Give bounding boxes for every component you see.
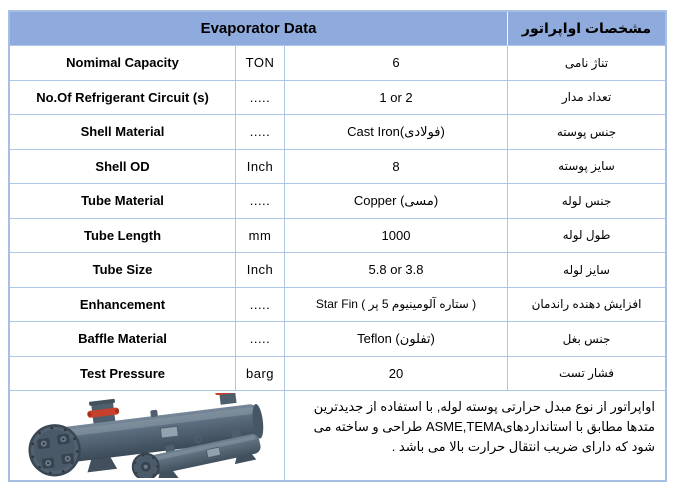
- spec-label: Shell OD: [10, 150, 236, 185]
- spec-value: 8: [285, 150, 508, 185]
- spec-label: Test Pressure: [10, 357, 236, 392]
- spec-unit: Inch: [236, 150, 285, 185]
- evaporator-spec-table: [8, 10, 667, 482]
- spec-value: Copper (مسی): [285, 184, 508, 219]
- spec-label: Baffle Material: [10, 322, 236, 357]
- spec-label-persian: تناژ نامی: [508, 46, 665, 81]
- spec-label: Nomimal Capacity: [10, 46, 236, 81]
- spec-value: 5.8 or 3.8: [285, 253, 508, 288]
- spec-value: 20: [285, 357, 508, 392]
- spec-label-persian: سایز لوله: [508, 253, 665, 288]
- spec-value: Teflon (تفلون): [285, 322, 508, 357]
- spec-unit: TON: [236, 46, 285, 81]
- spec-unit: mm: [236, 219, 285, 254]
- spec-label: No.Of Refrigerant Circuit (s): [10, 81, 236, 116]
- spec-value: Cast Iron(فولادی): [285, 115, 508, 150]
- spec-value: 1000: [285, 219, 508, 254]
- spec-unit: .....: [236, 184, 285, 219]
- spec-label-persian: جنس بغل: [508, 322, 665, 357]
- evaporator-description-persian: اواپراتور از نوع مبدل حرارتی پوسته لوله, با استفاده از جدیدترین متدها مطابق با استانداردهایASME,TEMA طراحی و ساخته می شود که دارای ضریب انتقال حرارت بالا می باشد .: [313, 399, 655, 455]
- spec-label-persian: جنس پوسته: [508, 115, 665, 150]
- spec-label-persian: جنس لوله: [508, 184, 665, 219]
- spec-label: Tube Size: [10, 253, 236, 288]
- spec-label: Shell Material: [10, 115, 236, 150]
- spec-unit: barg: [236, 357, 285, 392]
- spec-value: 6: [285, 46, 508, 81]
- spec-label-persian: سایز پوسته: [508, 150, 665, 185]
- spec-label-persian: طول لوله: [508, 219, 665, 254]
- spec-unit: Inch: [236, 253, 285, 288]
- spec-value: 1 or 2: [285, 81, 508, 116]
- shell-and-tube-heat-exchanger-illustration: [12, 393, 282, 478]
- spec-label-persian: فشار تست: [508, 357, 665, 392]
- spec-label-persian: افزایش دهنده راندمان: [508, 288, 665, 323]
- spec-label-persian: تعداد مدار: [508, 81, 665, 116]
- heat-exchanger-image: [10, 391, 285, 480]
- spec-unit: .....: [236, 115, 285, 150]
- spec-value: Star Fin ( ستاره آلومینیوم 5 پر ): [285, 288, 508, 323]
- spec-unit: .....: [236, 81, 285, 116]
- table-title-english: Evaporator Data: [10, 12, 508, 46]
- spec-label: Tube Length: [10, 219, 236, 254]
- table-title-persian: مشخصات اواپراتور: [508, 12, 665, 46]
- spec-label: Enhancement: [10, 288, 236, 323]
- spec-label: Tube Material: [10, 184, 236, 219]
- spec-unit: .....: [236, 322, 285, 357]
- spec-unit: .....: [236, 288, 285, 323]
